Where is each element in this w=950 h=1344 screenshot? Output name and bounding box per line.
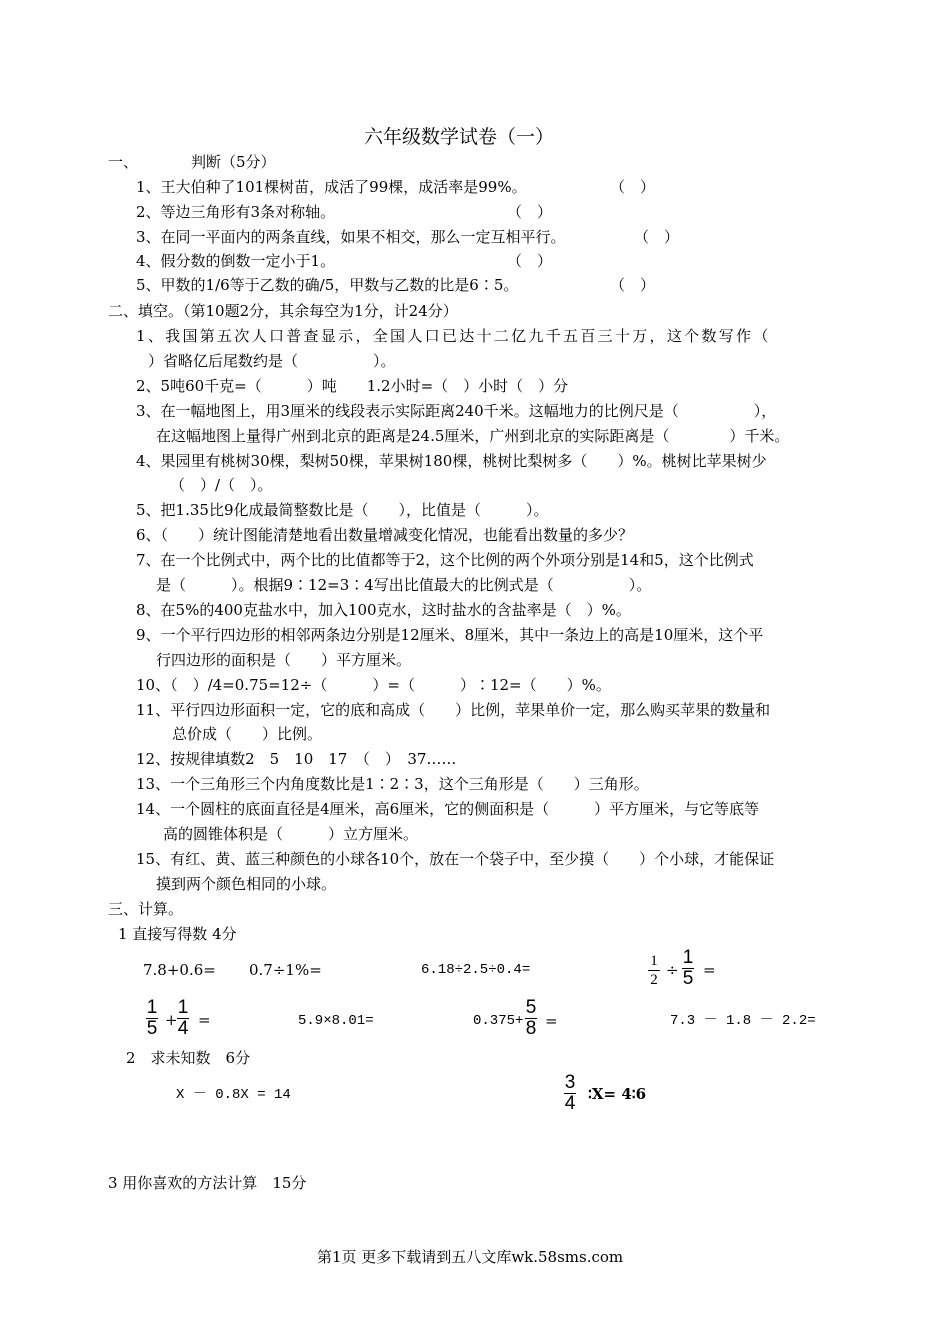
calc-expr: 0.375+: [473, 1013, 524, 1029]
calc-expr: 5.9×8.01=: [298, 1013, 374, 1029]
fill-line: 摸到两个颜色相同的小球。: [156, 875, 337, 893]
fill-line: 13、一个三角形三个内角度数比是1∶2∶3，这个三角形是（ ）三角形。: [136, 775, 649, 793]
equals-sign: =: [545, 1012, 558, 1030]
fill-line: 8、在5%的400克盐水中，加入100克水，这时盐水的含盐率是（ ）%。: [136, 601, 631, 619]
fill-line: 9、一个平行四边形的相邻两条边分别是12厘米、8厘米，其中一条边上的高是10厘米，这个平: [136, 626, 764, 644]
fill-line: 3、在一幅地图上，用3厘米的线段表示实际距离240千米。这幅地力的比例尺是（ ），: [136, 402, 777, 420]
calc-expr: 7.3 － 1.8 － 2.2=: [670, 1013, 816, 1029]
fill-line: 11、平行四边形面积一定，它的底和高成（ ）比例，苹果单价一定，那么购买苹果的数量和: [136, 701, 771, 719]
calc-part2-title: 2 求未知数 6分: [126, 1049, 251, 1067]
fill-line: 1、我国第五次人口普查显示，全国人口已达十二亿九千五百三十万，这个数写作（: [136, 327, 771, 345]
judge-paren-5: （ ）: [610, 276, 656, 294]
judge-paren-4: （ ）: [507, 252, 553, 270]
section3-title: 三、计算。: [108, 900, 184, 918]
judge-item-1: 1、王大伯种了101棵树苗，成活了99棵，成活率是99%。: [136, 178, 527, 196]
fill-line: 是（ ）。根据9∶12=3∶4写出比值最大的比例式是（ ）。: [156, 576, 652, 594]
equals-sign: =: [703, 961, 716, 979]
fraction-one-fifth: 1 5: [146, 997, 158, 1039]
fraction-one-half: 1 2: [648, 952, 660, 989]
fill-line: 总价成（ ）比例。: [172, 725, 323, 743]
equation-1: X － 0.8X = 14: [176, 1087, 291, 1103]
fill-line: 5、把1.35比9化成最简整数比是（ ），比值是（ ）。: [136, 501, 549, 519]
judge-item-5: 5、甲数的1/6等于乙数的确/5，甲数与乙数的比是6∶5。: [136, 276, 519, 294]
judge-paren-2: （ ）: [507, 203, 553, 221]
judge-paren-1: （ ）: [610, 178, 656, 196]
section1-number: 一、: [108, 153, 139, 171]
calc-expr: 7.8+0.6=: [143, 961, 216, 979]
fraction-three-fourths: 3 4: [564, 1072, 576, 1114]
fill-line: 7、在一个比例式中，两个比的比值都等于2，这个比例的两个外项分别是14和5，这个比例式: [136, 551, 754, 569]
equals-sign: =: [198, 1011, 211, 1029]
fill-line: （ ）/（ ）。: [170, 476, 273, 494]
judge-item-4: 4、假分数的倒数一定小于1。: [136, 252, 336, 270]
fill-line: 15、有红、黄、蓝三种颜色的小球各10个，放在一个袋子中，至少摸（ ）个小球，才能保证: [136, 850, 775, 868]
fraction-one-fourth: 1 4: [177, 997, 189, 1039]
fill-line: 行四边形的面积是（ ）平方厘米。: [156, 651, 412, 669]
page-title: 六年级数学试卷（一）: [364, 126, 555, 148]
operator-plus: +: [165, 1011, 178, 1029]
calc-expr: 6.18÷2.5÷0.4=: [421, 962, 531, 978]
calc-expr: 0.7÷1%=: [249, 961, 322, 979]
page-footer: 第1页 更多下载请到五八文库wk.58sms.com: [317, 1248, 624, 1266]
fill-line: 14、一个圆柱的底面直径是4厘米，高6厘米，它的侧面积是（ ）平方厘米，与它等底等: [136, 800, 760, 818]
fill-line: 6、（ ）统计图能清楚地看出数量增减变化情况，也能看出数量的多少？: [136, 526, 634, 544]
section1-title: 判断（5分）: [191, 153, 276, 171]
fraction-one-fifth: 1 5: [682, 947, 694, 989]
fill-line: 高的圆锥体积是（ ）立方厘米。: [163, 825, 419, 843]
judge-item-2: 2、等边三角形有3条对称轴。: [136, 203, 336, 221]
section2-title: 二、填空。（第10题2分，其余每空为1分，计24分）: [108, 302, 458, 320]
judge-item-3: 3、在同一平面内的两条直线，如果不相交，那么一定互相平行。: [136, 228, 566, 246]
calc-part3-title: 3 用你喜欢的方法计算 15分: [108, 1174, 307, 1192]
calc-part1-title: 1 直接写得数 4分: [118, 925, 237, 943]
operator-divide: ÷: [666, 961, 679, 979]
judge-paren-3: （ ）: [634, 228, 680, 246]
fill-line: ）省略亿后尾数约是（ ）。: [148, 352, 396, 370]
fill-line: 在这幅地图上量得广州到北京的距离是24.5厘米，广州到北京的实际距离是（ ）千米。: [156, 427, 790, 445]
fill-line: 2、5吨60千克=（ ）吨 1.2小时=（ ）小时（ ）分: [136, 377, 569, 395]
fill-line: 4、果园里有桃树30棵，梨树50棵，苹果树180棵，桃树比梨树多（ ）%。桃树比苹果树少: [136, 452, 767, 470]
equation-2: ∶X= 4∶6: [588, 1085, 647, 1103]
fraction-five-eighths: 5 8: [525, 997, 537, 1039]
fill-line: 12、按规律填数2 5 10 17 （ ） 37……: [136, 750, 457, 768]
fill-line: 10、（ ）/4=0.75=12÷（ ）=（ ）∶12=（ ）%。: [136, 676, 611, 694]
